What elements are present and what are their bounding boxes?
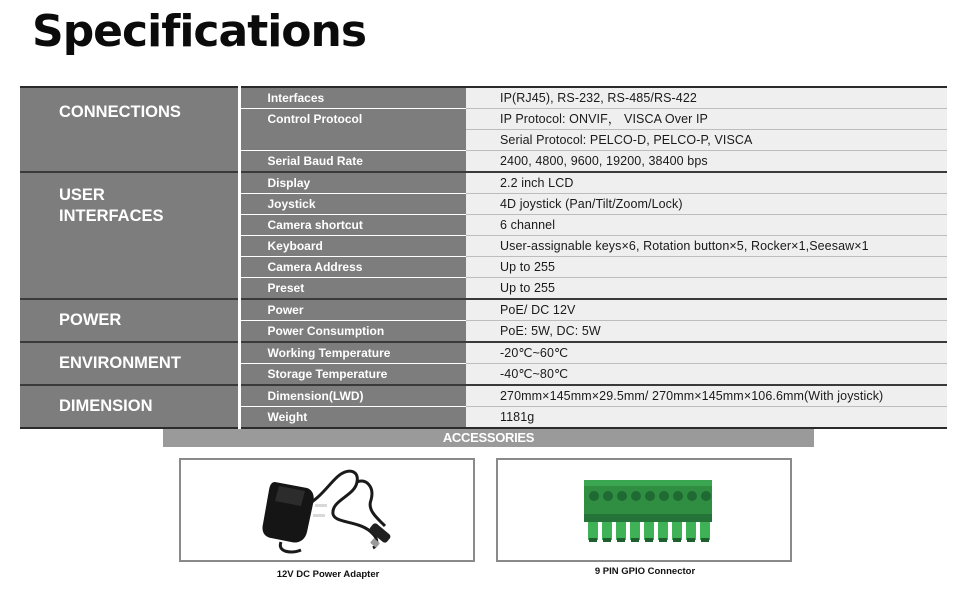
field-label: Joystick	[239, 194, 466, 215]
field-value: IP(RJ45), RS-232, RS-485/RS-422	[466, 87, 947, 109]
category-connections: CONNECTIONS	[20, 87, 239, 172]
accessory-power-adapter	[179, 458, 475, 562]
spec-table	[20, 86, 947, 429]
category-dimension: DIMENSION	[20, 385, 239, 428]
field-value: -20℃~60℃	[466, 342, 947, 364]
field-label: Power Consumption	[239, 321, 466, 343]
table-row	[20, 299, 947, 321]
table-row	[20, 342, 947, 364]
gpio-connector-icon	[498, 460, 790, 560]
field-value: Serial Protocol: PELCO-D, PELCO-P, VISCA	[466, 130, 947, 151]
field-value: PoE/ DC 12V	[466, 299, 947, 321]
table-row	[20, 385, 947, 407]
field-label: Storage Temperature	[239, 364, 466, 386]
field-value: 1181g	[466, 407, 947, 429]
field-label: Serial Baud Rate	[239, 151, 466, 173]
field-label: Power	[239, 299, 466, 321]
field-label: Camera Address	[239, 257, 466, 278]
field-label: Keyboard	[239, 236, 466, 257]
category-environment: ENVIRONMENT	[20, 342, 239, 385]
field-value: User-assignable keys×6, Rotation button×5, Rocker×1,Seesaw×1	[466, 236, 947, 257]
field-label: Dimension(LWD)	[239, 385, 466, 407]
field-label: Control Protocol	[239, 109, 466, 151]
field-value: 6 channel	[466, 215, 947, 236]
category-power: POWER	[20, 299, 239, 342]
accessories-heading: ACCESSORIES	[163, 429, 814, 447]
field-label: Working Temperature	[239, 342, 466, 364]
field-value: 270mm×145mm×29.5mm/ 270mm×145mm×106.6mm(With joystick)	[466, 385, 947, 407]
page-title: Specifications	[32, 6, 367, 57]
field-label: Weight	[239, 407, 466, 429]
accessory-caption: 12V DC Power Adapter	[276, 569, 380, 580]
table-row	[20, 87, 947, 109]
field-value: 2400, 4800, 9600, 19200, 38400 bps	[466, 151, 947, 173]
field-value: PoE: 5W, DC: 5W	[466, 321, 947, 343]
field-label: Preset	[239, 278, 466, 300]
category-user-interfaces: USER INTERFACES	[20, 172, 239, 299]
field-label: Camera shortcut	[239, 215, 466, 236]
accessory-gpio-connector	[496, 458, 792, 562]
field-label: Interfaces	[239, 87, 466, 109]
field-value: 4D joystick (Pan/Tilt/Zoom/Lock)	[466, 194, 947, 215]
field-value: 2.2 inch LCD	[466, 172, 947, 194]
field-value: IP Protocol: ONVIF， VISCA Over IP	[466, 109, 947, 130]
field-label: Display	[239, 172, 466, 194]
power-adapter-icon	[181, 460, 473, 560]
accessory-caption: 9 PIN GPIO Connector	[594, 566, 696, 577]
table-row	[20, 172, 947, 194]
field-value: Up to 255	[466, 257, 947, 278]
field-value: -40℃~80℃	[466, 364, 947, 386]
field-value: Up to 255	[466, 278, 947, 300]
